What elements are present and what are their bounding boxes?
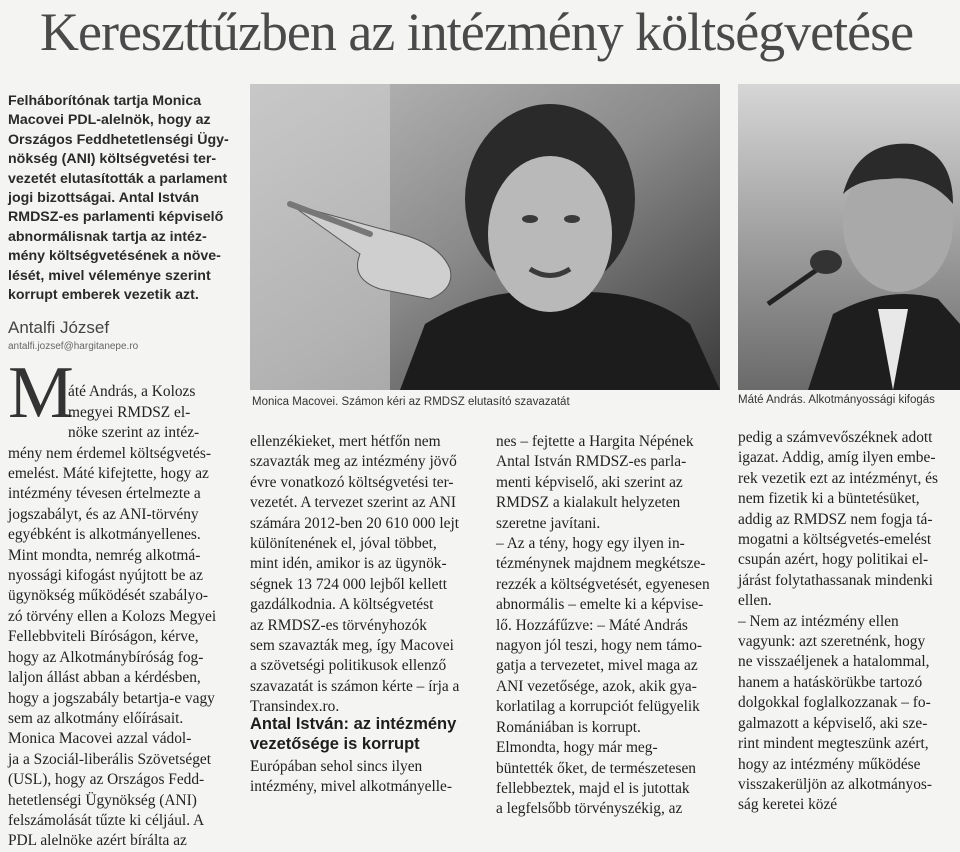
drop-cap-lines: áté András, a Kolozs megyei RMDSZ el- nöke szerint az intéz- — [68, 383, 200, 442]
drop-cap: M — [8, 352, 74, 434]
photo-mate-andras — [738, 84, 960, 390]
column-3-body: nes – fejtette a Hargita Népének Antal István RMDSZ-es parla- menti képviselő, aki szerint az RMDSZ a kialakult helyzeten szeretne javítani. – Az a tény, hogy egy ilyen in- tézménynek majdnem megkétsze- rezzék a költségvetését, egyenesen abnormális – emelte ki a képvise- lő. Hozzáfűzve: – Máté András nagyon jól teszi, hogy nem támo- gatja a tervezetet, mivel maga az ANI vezetősége, azok, akik gya- korlatilag a korrupciót felügyelik Romániában is korrupt. Elmondta, hogy már meg- büntették őket, de természetesen fellebbeztek, majd el is jutottak a legfelsőbb törvényszékig, az — [496, 433, 710, 818]
lead-paragraph: Felháborítónak tartja Monica Macovei PDL-alelnök, hogy az Országos Feddhetetlenségi Ügy- nökség (ANI) költségvetési ter- vezetét elutasították a parlament jogi bizottságai. Antal István RMDSZ-es parlamenti képviselő abnormálisnak tartja az intéz- mény költségvetésének a növe- lését, mivel véleménye szerint korrupt emberek vezetik azt. — [8, 93, 229, 304]
author-name: Antalfi József — [8, 318, 110, 337]
photo-monica-macovei — [250, 84, 720, 390]
subheading: Antal István: az intézmény vezetősége is korrupt — [250, 715, 457, 753]
column-1-body: mény nem érdemel költségvetés- emelést. Máté kifejtette, hogy az intézmény tévesen értelmezte a jogszabályt, és az ANI-törvény egyébként is alkotmányellenes. Mint mondta, nemrég alkotmá- nyossági kifogást nyújtott be az ügynökség működését szabályo- zó törvény ellen a Kolozs Megyei Fellebbviteli Bíróságon, kérve, hogy az Alkotmánybíróság fog- laljon állást abban a kérdésben, hogy a jogszabály betartja-e vagy sem az alkotmány előírásait. Monica Macovei azzal vádol- ja a Szociál-liberális Szövetséget (USL), hogy az Országos Fedd- hetetlenségi Ügynökség (ANI) felszámolását tűzte ki céljául. A PDL alelnöke azért bírálta az — [8, 444, 217, 850]
photo-caption-1: Monica Macovei. Számon kéri az RMDSZ elutasító szavazatát — [252, 396, 570, 408]
column-4-body: pedig a számvevőszéknek adott igazat. Addig, amíg ilyen embe- rek vezetik ezt az intézményt, és nem fizetik ki a büntetésüket, addig az RMDSZ nem fogja tá- mogatni a költségvetés-emelést csupán azért, hogy politikai el- járást folytathassanak mindenki ellen. – Nem az intézmény ellen vagyunk: azt szeretnénk, hogy ne visszaéljenek a hatalommal, hanem a hatáskörükbe tartozó dolgokkal foglalkozzanak – fo- galmazott a képviselő, aki sze- rint mindent megteszünk azért, hogy az intézmény működése visszakerüljön az alkotmányos- ság keretei közé — [738, 429, 938, 814]
column-2-body: ellenzékieket, mert hétfőn nem szavazták meg az intézmény jövő évre vonatkozó költségvetési ter- vezetét. A tervezet szerint az ANI számára 2012-ben 20 610 000 lejt különítenének el, jóval többet, mint idén, amikor is az ügynök- ségnek 13 724 000 lejből kellett gazdálkodnia. A költségvetést az RMDSZ-es törvényhozók sem szavazták meg, így Macovei a szövetségi politikusok ellenző szavazatát is számon kérte – írja a Transindex.ro. — [250, 433, 460, 716]
photo-mate-andras-image — [738, 84, 960, 390]
column-2-continued: Európában sehol sincs ilyen intézmény, mivel alkotmányelle- — [250, 758, 453, 796]
photo-caption-2: Máté András. Alkotmányossági kifogás — [738, 394, 935, 406]
author-email: antalfi.jozsef@hargitanepe.ro — [8, 341, 139, 352]
headline: Kereszttűzben az intézmény költségvetése — [40, 2, 914, 62]
column-1 — [8, 362, 238, 852]
photo-monica-macovei-image — [250, 84, 720, 390]
